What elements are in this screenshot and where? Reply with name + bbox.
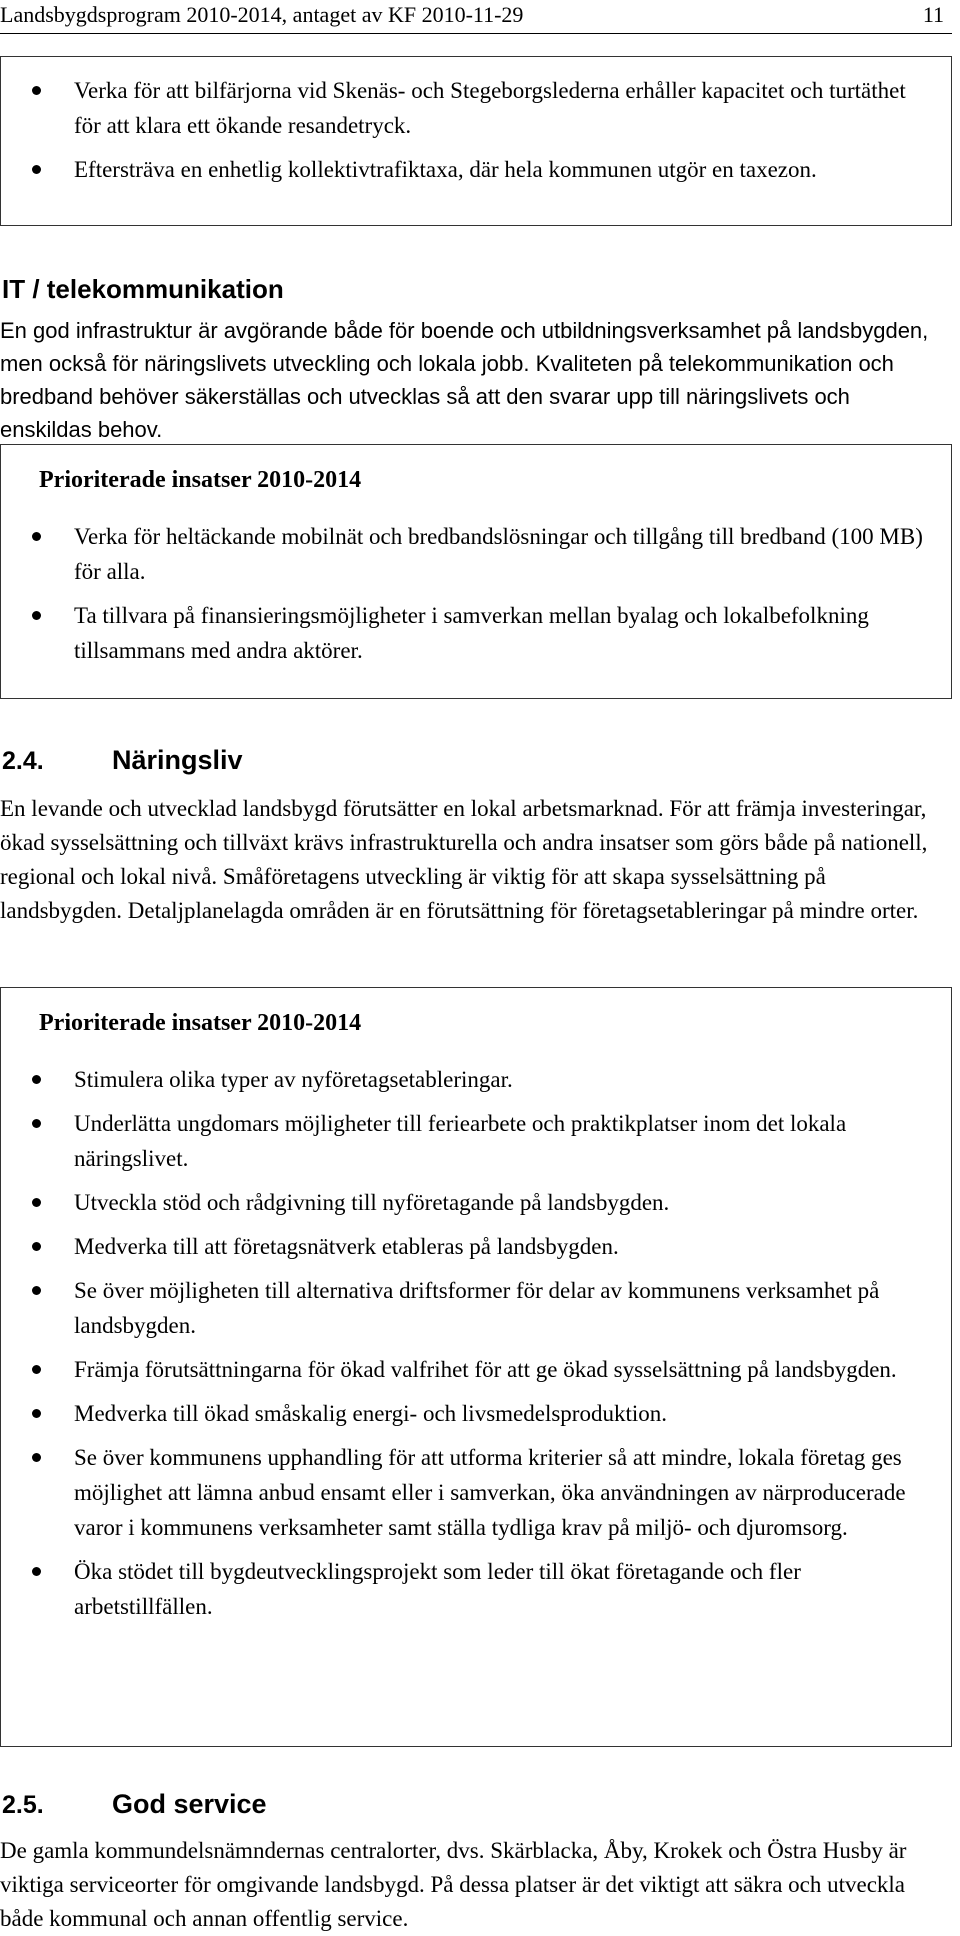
- section-title: Näringsliv: [112, 745, 243, 775]
- it-priorities-box: [0, 444, 952, 699]
- page-header: [0, 0, 960, 30]
- section-number: 2.5.: [2, 1791, 44, 1819]
- god-service-paragraph: De gamla kommundelsnämndernas centralorter, dvs. Skärblacka, Åby, Krokek och Östra Husby är viktiga serviceorter för omgivande landsbygd. På dessa platser är det viktigt att säkra och utveckla både kommunal och annan offentlig service.: [0, 1838, 907, 1931]
- it-priorities-list: [1, 519, 935, 668]
- header-divider: [0, 33, 952, 34]
- naringsliv-paragraph: En levande och utvecklad landsbygd förutsätter en lokal arbetsmarknad. För att främja investeringar, ökad sysselsättning och tillväxt krävs infrastrukturella och andra insatser som görs både på nationell, regional och lokal nivå. Småföretagens utveckling är viktig för att skapa sysselsättning på landsbygden. Detaljplanelagda områden är en förutsättning för företagsetableringar på mindre orter.: [0, 796, 928, 923]
- box-title: Prioriterade insatser 2010-2014: [39, 467, 362, 493]
- header-title: Landsbygdsprogram 2010-2014, antaget av KF 2010-11-29: [0, 2, 524, 27]
- naringsliv-priorities-box: [0, 987, 952, 1747]
- it-heading: IT / telekommunikation: [2, 274, 284, 304]
- list-item: Underlätta ungdomars möjligheter till feriearbete och praktikplatser inom det lokala näringslivet.: [1, 1106, 935, 1176]
- list-item: Verka för heltäckande mobilnät och bredbandslösningar och tillgång till bredband (100 MB) för alla.: [1, 519, 935, 589]
- list-item: Se över möjligheten till alternativa driftsformer för delar av kommunens verksamhet på landsbygden.: [1, 1273, 935, 1343]
- list-item: Ta tillvara på finansieringsmöjligheter i samverkan mellan byalag och lokalbefolkning tillsammans med andra aktörer.: [1, 598, 935, 668]
- list-item: Främja förutsättningarna för ökad valfrihet för att ge ökad sysselsättning på landsbygden.: [1, 1352, 935, 1387]
- section-number: 2.4.: [2, 747, 44, 775]
- naringsliv-priorities-list: [1, 1062, 935, 1624]
- list-item: Utveckla stöd och rådgivning till nyföretagande på landsbygden.: [1, 1185, 935, 1220]
- list-item: Medverka till att företagsnätverk etableras på landsbygden.: [1, 1229, 935, 1264]
- list-item: Öka stödet till bygdeutvecklingsprojekt som leder till ökat företagande och fler arbetstillfällen.: [1, 1554, 935, 1624]
- naringsliv-heading: [2, 742, 243, 779]
- list-item: Se över kommunens upphandling för att utforma kriterier så att mindre, lokala företag ges möjlighet att lämna anbud ensamt eller i samverkan, öka användningen av närproducerade varor i kommunens verksamheter samt ställa tydliga krav på miljö- och djuromsorg.: [1, 1440, 935, 1545]
- god-service-heading: [2, 1786, 267, 1823]
- list-item: Medverka till ökad småskalig energi- och livsmedelsproduktion.: [1, 1396, 935, 1431]
- transport-measures-list: [1, 73, 941, 187]
- list-item: Verka för att bilfärjorna vid Skenäs- och Stegeborgslederna erhåller kapacitet och turtäthet för att klara ett ökande resandetryck.: [1, 73, 941, 143]
- box-title: Prioriterade insatser 2010-2014: [39, 1010, 362, 1036]
- transport-measures-box: [0, 56, 952, 226]
- page-number: 11: [922, 2, 944, 27]
- it-paragraph: En god infrastruktur är avgörande både för boende och utbildningsverksamhet på landsbygden, men också för näringslivets utveckling och lokala jobb. Kvaliteten på telekommunikation och bredband behöver säkerställas och utvecklas så att den svarar upp till näringslivets och enskildas behov.: [0, 318, 929, 442]
- list-item: Stimulera olika typer av nyföretagsetableringar.: [1, 1062, 935, 1097]
- list-item: Eftersträva en enhetlig kollektivtrafiktaxa, där hela kommunen utgör en taxezon.: [1, 152, 941, 187]
- section-title: God service: [112, 1789, 267, 1819]
